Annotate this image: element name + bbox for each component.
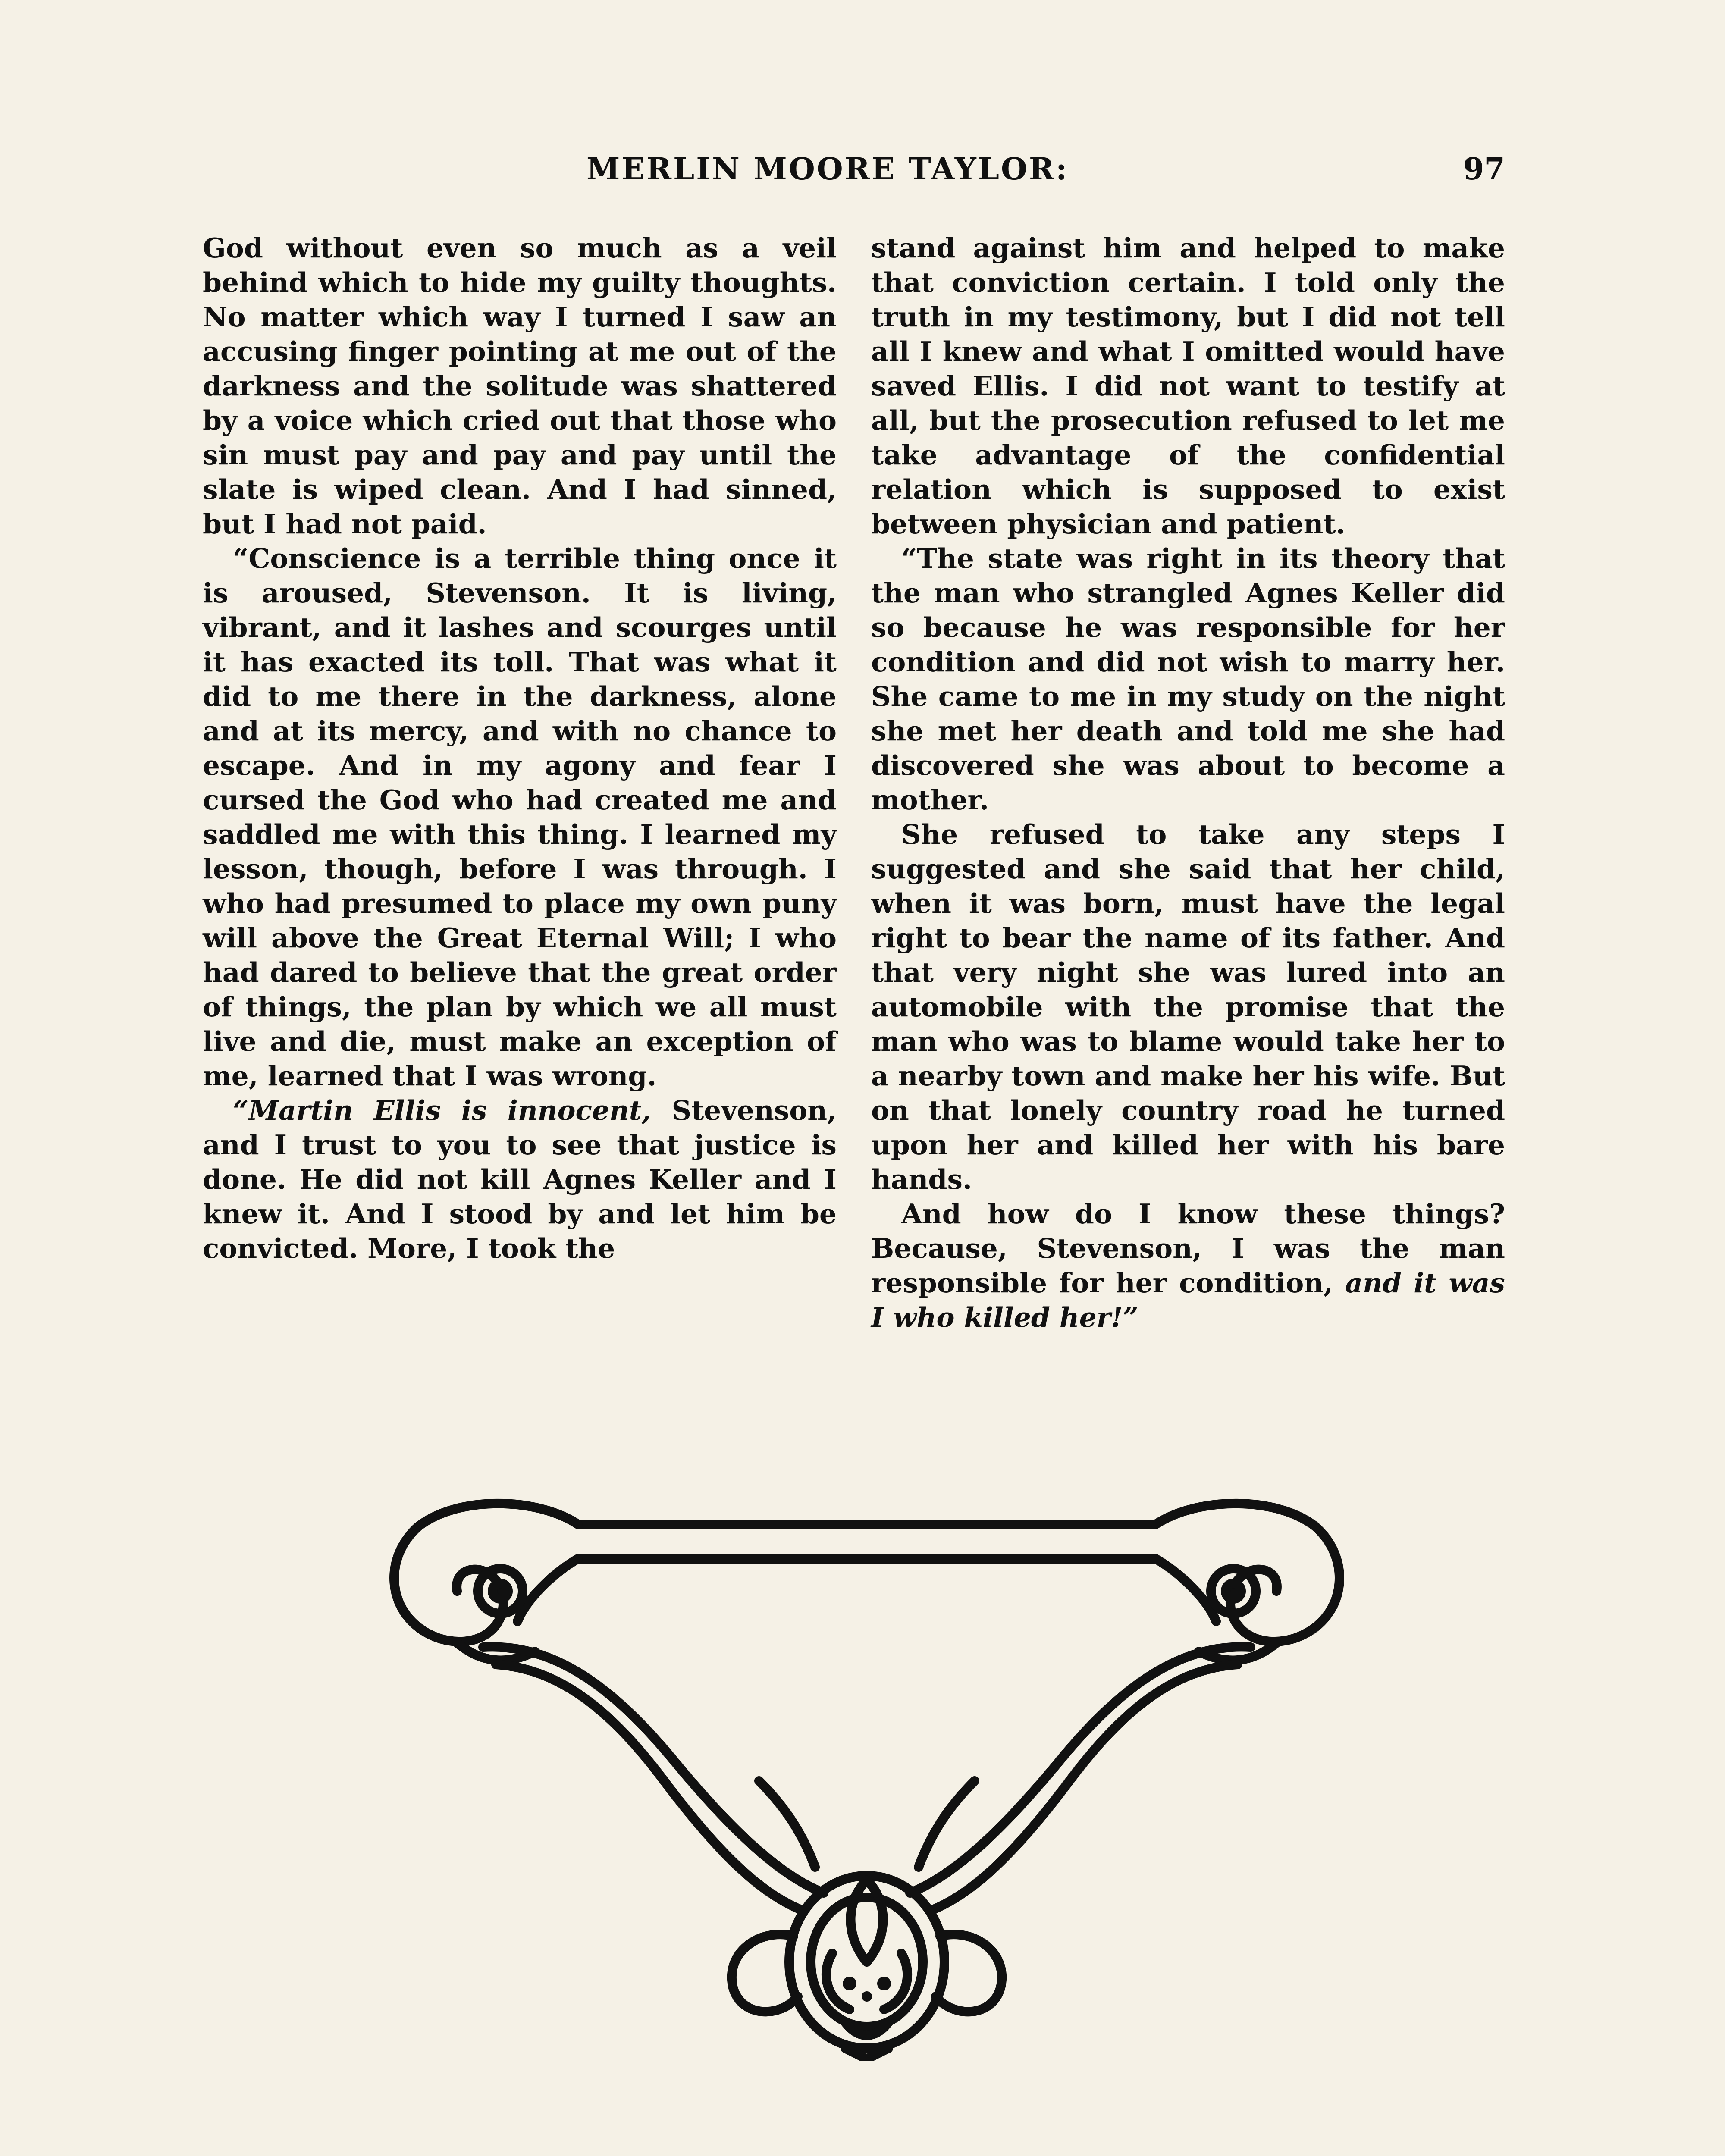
page-number: 97 (1463, 151, 1505, 187)
page-header (203, 147, 1505, 198)
paragraph (203, 1093, 837, 1266)
paragraph: “Conscience is a terrible thing once it is aroused, Stevenson. It is living, vibrant, and it lashes and scourges until it has exacted its toll. That was what it did to me there in the darkness, alone and at its mercy, and with no chance to escape. And in my agony and fear I cursed the God who had created me and saddled me with this thing. I learned my lesson, though, before I was through. I who had presumed to place my own puny will above the Great Eternal Will; I who had dared to believe that the great order of things, the plan by which we all must live and die, must make an exception of me, learned that I was wrong. (203, 542, 837, 1092)
italic-quote: “Martin Ellis is innocent, (233, 1094, 651, 1126)
paragraph: God without even so much as a veil behind which to hide my guilty thoughts. No matter which way I turned I saw an accusing finger pointing at me out of the darkness and the solitude was shattered by a voice which cried out that those who sin must pay and pay and pay until the slate is wiped clean. And I had sinned, but I had not paid. (203, 232, 837, 540)
paragraph: stand against him and helped to make that conviction certain. I told only the truth in my testimony, but I did not tell all I knew and what I omitted would have saved Ellis. I did not want to testify at all, but the prosecution refused to let me take advantage of the confidential relation which is supposed to exist between physician and patient. (871, 232, 1505, 540)
paragraph (871, 1197, 1505, 1335)
running-head: MERLIN MOORE TAYLOR: (586, 151, 1069, 187)
paragraph: “The state was right in its theory that the man who strangled Agnes Keller did so because he was responsible for her condition and did not wish to marry her. She came to me in my study on the night she met her death and told me she had discovered she was about to become a mother. (871, 542, 1505, 816)
left-column (203, 231, 837, 1266)
italic-quote: and it was I who killed her!” (871, 1267, 1505, 1333)
paragraph-text: Stevenson, and I trust to you to see that justice is done. He did not kill Agnes Keller and I knew it. And I stood by and let him be convicted. More, I took the (203, 1094, 837, 1264)
right-column (871, 231, 1505, 1335)
paragraph-text: And how do I know these things? Because, Stevenson, I was the man responsible for her condition, (871, 1198, 1505, 1299)
paragraph: She refused to take any steps I suggested and she said that her child, when it was born, must have the legal right to bear the name of its father. And that very night she was lured into an automobile with the promise that the man who was to blame would take her to a nearby town and make her his wife. But on that lonely country road he turned upon her and killed her with his bare hands. (871, 818, 1505, 1195)
decorative-scroll-ornament-icon (371, 1479, 1363, 2061)
